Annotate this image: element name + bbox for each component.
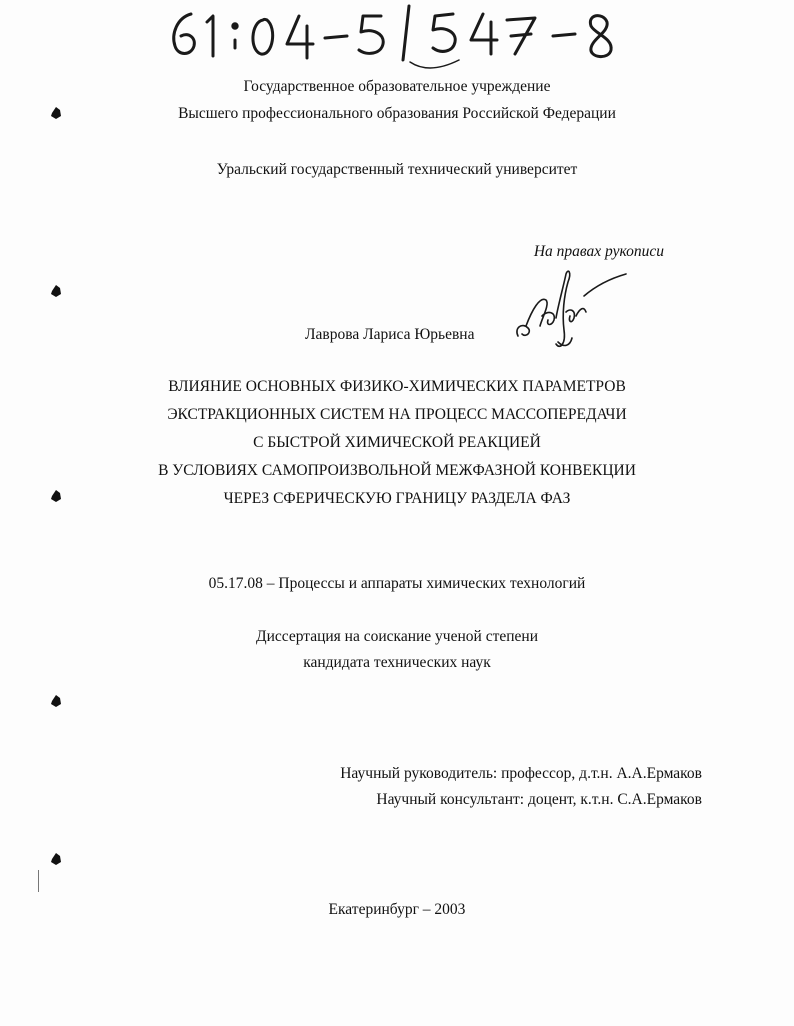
university-name: Уральский государственный технический университет xyxy=(216,161,578,178)
dissertation-title xyxy=(0,373,794,513)
punch-hole-icon xyxy=(50,694,62,708)
scientific-advisor: Научный руководитель: профессор, д.т.н. А.А.Ермаков xyxy=(340,765,702,782)
institution-line-2: Высшего профессионального образования Российской Федерации xyxy=(178,105,616,122)
title-line-2: ЭКСТРАКЦИОННЫХ СИСТЕМ НА ПРОЦЕСС МАССОПЕРЕДАЧИ xyxy=(167,406,627,423)
punch-hole-icon xyxy=(50,284,62,298)
author-name: Лаврова Лариса Юрьевна xyxy=(305,326,475,343)
punch-hole-icon xyxy=(50,489,62,503)
dissertation-line-1: Диссертация на соискание ученой степени xyxy=(256,628,538,645)
author-signature xyxy=(512,266,632,356)
punch-hole-icon xyxy=(50,106,62,120)
handwritten-archive-number xyxy=(163,0,633,70)
title-line-5: ЧЕРЕЗ СФЕРИЧЕСКУЮ ГРАНИЦУ РАЗДЕЛА ФАЗ xyxy=(223,490,571,507)
title-line-4: В УСЛОВИЯХ САМОПРОИЗВОЛЬНОЙ МЕЖФАЗНОЙ КОНВЕКЦИИ xyxy=(158,462,636,479)
title-line-3: С БЫСТРОЙ ХИМИЧЕСКОЙ РЕАКЦИЕЙ xyxy=(253,434,541,451)
scientific-consultant: Научный консультант: доцент, к.т.н. С.А.Ермаков xyxy=(376,791,702,808)
punch-hole-icon xyxy=(50,852,62,866)
scan-edge-mark xyxy=(38,870,39,892)
place-and-year: Екатеринбург – 2003 xyxy=(328,901,466,918)
title-line-1: ВЛИЯНИЕ ОСНОВНЫХ ФИЗИКО-ХИМИЧЕСКИХ ПАРАМЕТРОВ xyxy=(168,378,626,395)
manuscript-rights-note: На правах рукописи xyxy=(533,243,664,260)
institution-line-1: Государственное образовательное учреждение xyxy=(243,78,551,95)
dissertation-line-2: кандидата технических наук xyxy=(303,654,491,671)
specialty-code: 05.17.08 – Процессы и аппараты химических технологий xyxy=(208,575,586,592)
